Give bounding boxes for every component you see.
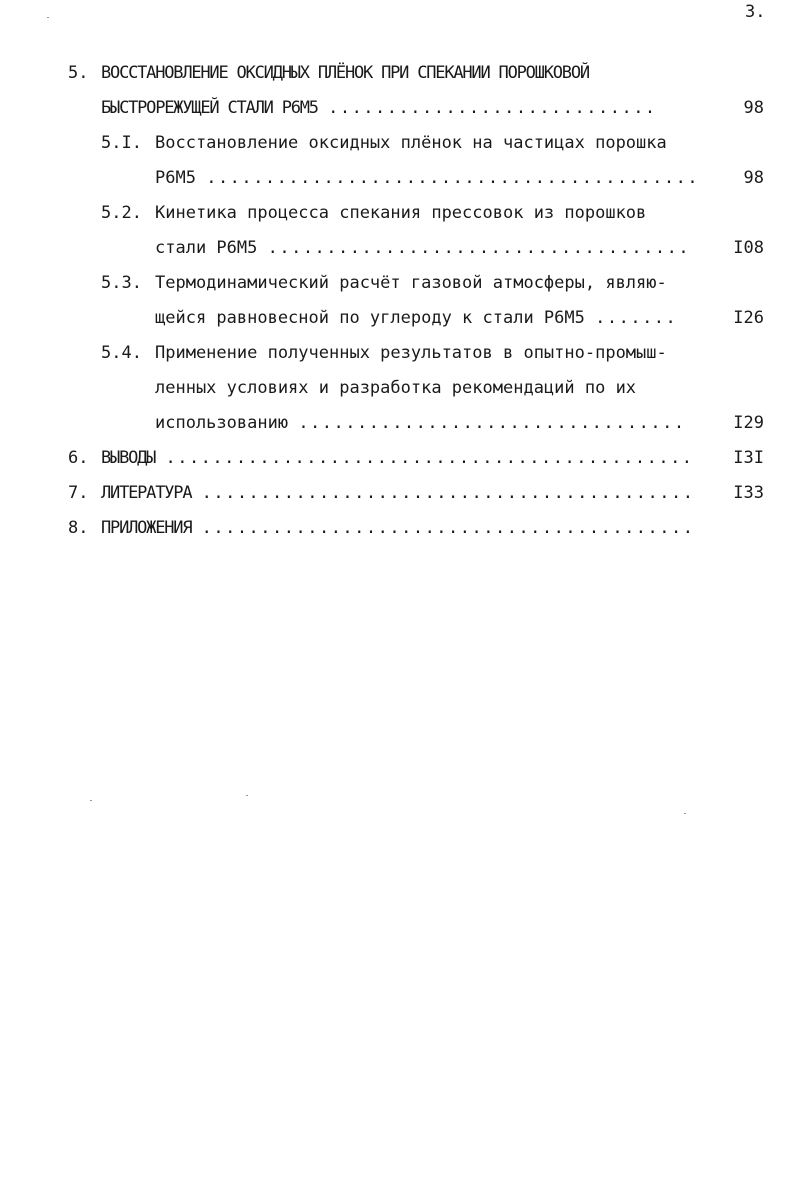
toc-entry-5-2-cont	[0, 231, 795, 266]
toc-entry-5-3	[0, 266, 795, 301]
toc-page-number: I29	[733, 413, 764, 433]
page-number: 3.	[745, 2, 766, 22]
toc-entry-7	[0, 476, 795, 511]
toc-entry-title-line: щейся равновесной по углероду к стали Р6М5	[155, 308, 585, 328]
leader-dots: ..........................................	[206, 168, 700, 188]
leader-dots: ..........................................	[201, 518, 695, 538]
toc-entry-title-line: использованию	[155, 413, 289, 433]
toc-entry-5-1-cont	[0, 161, 795, 196]
leader-dots: ............................	[328, 98, 657, 118]
leader-dots: .............................................	[165, 448, 694, 468]
toc-entry-number: 7.	[68, 483, 89, 503]
toc-entry-title-line: ЛИТЕРАТУРА	[101, 483, 192, 503]
toc-entry-8	[0, 511, 795, 546]
toc-page-number: 98	[743, 98, 764, 118]
toc-entry-5-3-cont	[0, 301, 795, 336]
scan-speck	[47, 17, 49, 18]
leader-dots: .................................	[298, 413, 686, 433]
toc-page-number: I33	[733, 483, 764, 503]
scan-speck	[684, 813, 686, 814]
toc-entry-number: 6.	[68, 448, 89, 468]
scan-speck	[246, 795, 248, 796]
toc-entry-5-4-cont	[0, 371, 795, 406]
toc-page-number: 98	[743, 168, 764, 188]
toc-page-number: I08	[733, 238, 764, 258]
toc-entry-number: 5.3.	[101, 273, 142, 293]
toc-entry-5-2	[0, 196, 795, 231]
toc-entry-5-cont	[0, 91, 795, 126]
toc-entry-number: 5.I.	[101, 133, 142, 153]
toc-entry-6	[0, 441, 795, 476]
toc-entry-title-line: БЫСТРОРЕЖУЩЕЙ СТАЛИ Р6М5	[101, 98, 318, 118]
toc-entry-title-line: ВОССТАНОВЛЕНИЕ ОКСИДНЫХ ПЛЁНОК ПРИ СПЕКАНИИ ПОРОШКОВОЙ	[101, 63, 589, 83]
toc-entry-title-line: ленных условиях и разработка рекомендаций по их	[155, 378, 637, 398]
toc-page-number: I26	[733, 308, 764, 328]
toc-entry-5	[0, 56, 795, 91]
leader-dots: ....................................	[267, 238, 691, 258]
toc-entry-title-line: Восстановление оксидных плёнок на частицах порошка	[155, 133, 667, 153]
toc-entry-title-line: стали Р6М5	[155, 238, 258, 258]
toc-entry-title-line: Р6М5	[155, 168, 196, 188]
toc-entry-number: 5.2.	[101, 203, 142, 223]
toc-entry-title-line: Термодинамический расчёт газовой атмосферы, являю-	[155, 273, 667, 293]
toc-entry-number: 8.	[68, 518, 89, 538]
scan-speck	[90, 800, 92, 801]
toc-page-number: I3I	[733, 448, 764, 468]
toc-entry-title-line: ВЫВОДЫ	[101, 448, 156, 468]
toc-entry-5-4	[0, 336, 795, 371]
leader-dots: ..........................................	[201, 483, 695, 503]
toc-entry-title-line: ПРИЛОЖЕНИЯ	[101, 518, 192, 538]
toc-entry-title-line: Применение полученных результатов в опытно-промыш-	[155, 343, 667, 363]
toc-entry-number: 5.	[68, 63, 89, 83]
toc-entry-5-1	[0, 126, 795, 161]
toc-entry-title-line: Кинетика процесса спекания прессовок из порошков	[155, 203, 647, 223]
toc-entry-5-4-cont2	[0, 406, 795, 441]
leader-dots: .......	[595, 308, 678, 328]
toc-entry-number: 5.4.	[101, 343, 142, 363]
table-of-contents	[0, 56, 795, 546]
